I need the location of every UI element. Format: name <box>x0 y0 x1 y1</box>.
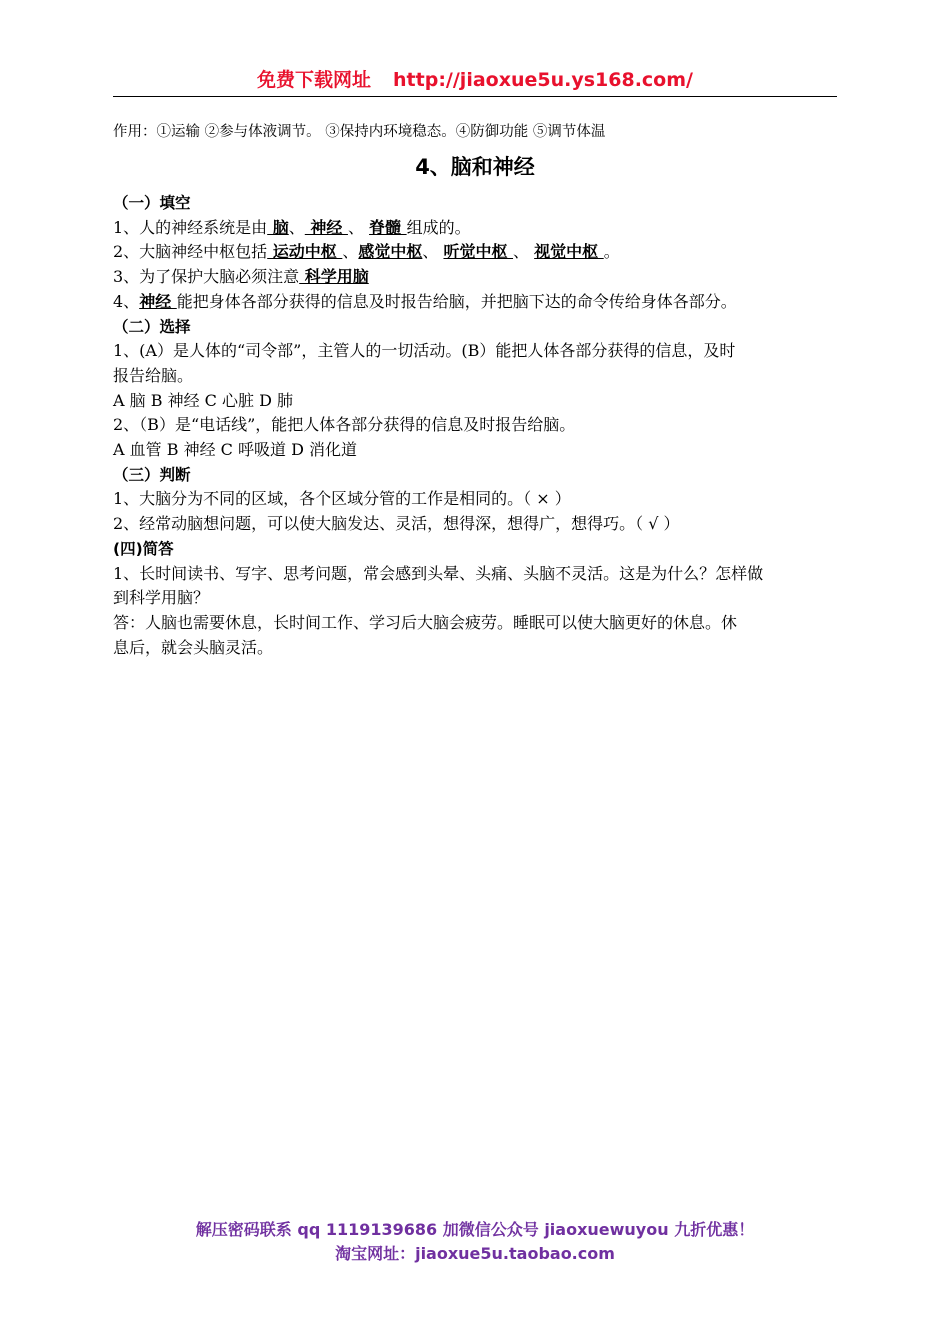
separator: 、 <box>422 242 444 262</box>
choice-question-1-line-1: 1、(A）是人体的“司令部”，主管人的一切活动。(B）能把人体各部分获得的信息，及时 <box>113 341 736 361</box>
choice-question-1-options: A 脑 B 神经 C 心脏 D 肺 <box>113 390 293 410</box>
page-footer <box>113 1218 837 1266</box>
answer-blank: 脊髓 <box>369 217 407 237</box>
separator: 、 <box>288 217 305 237</box>
footer-shop-url[interactable]: 淘宝网址：jiaoxue5u.taobao.com <box>335 1244 615 1263</box>
question-text: 能把身体各部分获得的信息及时报告给脑，并把脑下达的命令传给身体各部分。 <box>176 291 737 311</box>
short-question-1-line-2: 到科学用脑？ <box>113 588 210 608</box>
header-divider <box>113 96 837 97</box>
separator: 、 <box>513 242 535 262</box>
fill-question-4 <box>113 290 853 315</box>
question-text: 2、大脑神经中枢包括 <box>113 242 268 262</box>
section-heading-short-answer: (四)简答 <box>113 539 174 558</box>
fill-question-2 <box>113 240 853 265</box>
page-header <box>113 66 837 94</box>
answer-blank: 听觉中枢 <box>443 242 514 262</box>
separator: 、 <box>347 217 370 237</box>
question-text: 组成的。 <box>406 217 471 237</box>
short-question-1-line-1: 1、长时间读书、写字、思考问题，常会感到头晕、头痛、头脑不灵活。这是为什么？怎样做 <box>113 563 764 583</box>
question-text: 。 <box>603 242 620 262</box>
answer-blank: 科学用脑 <box>299 267 369 287</box>
answer-blank: 神经 <box>139 291 177 311</box>
short-answer-line-2: 息后，就会头脑灵活。 <box>113 637 274 657</box>
header-url[interactable]: http://jiaoxue5u.ys168.com/ <box>393 69 693 91</box>
answer-blank: 视觉中枢 <box>534 242 604 262</box>
choice-question-2-options: A 血管 B 神经 C 呼吸道 D 消化道 <box>113 440 357 460</box>
answer-blank: 感觉中枢 <box>358 242 423 262</box>
section-heading-choice: （二）选择 <box>113 317 191 336</box>
short-answer-line-1: 答：人脑也需要休息，长时间工作、学习后大脑会疲劳。睡眠可以使大脑更好的休息。休 <box>113 612 738 632</box>
page-title: 4、脑和神经 <box>415 155 535 179</box>
choice-question-1-line-2: 报告给脑。 <box>113 365 194 385</box>
choice-question-2: 2、（B）是“电话线”，能把人体各部分获得的信息及时报告给脑。 <box>113 415 576 435</box>
question-text: 4、 <box>113 291 140 311</box>
footer-contact: 解压密码联系 qq 1119139686 加微信公众号 jiaoxuewuyou 九折优惠！ <box>195 1220 755 1239</box>
separator: 、 <box>342 242 359 262</box>
judge-question-2: 2、经常动脑想问题，可以使大脑发达、灵活，想得深，想得广，想得巧。（ √ ） <box>113 514 680 534</box>
fill-question-1 <box>113 216 853 241</box>
header-label: 免费下载网址 <box>257 69 372 91</box>
section-heading-judge: （三）判断 <box>113 465 191 484</box>
question-text: 1、人的神经系统是由 <box>113 217 268 237</box>
answer-blank: 运动中枢 <box>267 242 343 262</box>
question-text: 3、为了保护大脑必须注意 <box>113 267 300 287</box>
section-heading-fill: （一）填空 <box>113 194 191 212</box>
document-body <box>113 118 853 660</box>
answer-blank: 脑 <box>267 217 289 237</box>
answer-blank: 神经 <box>304 217 348 237</box>
judge-question-1: 1、大脑分为不同的区域，各个区域分管的工作是相同的。（ × ） <box>113 489 571 509</box>
fill-question-3 <box>113 265 853 290</box>
intro-text: 作用：①运输 ②参与体液调节。 ③保持内环境稳态。④防御功能 ⑤调节体温 <box>113 124 606 140</box>
